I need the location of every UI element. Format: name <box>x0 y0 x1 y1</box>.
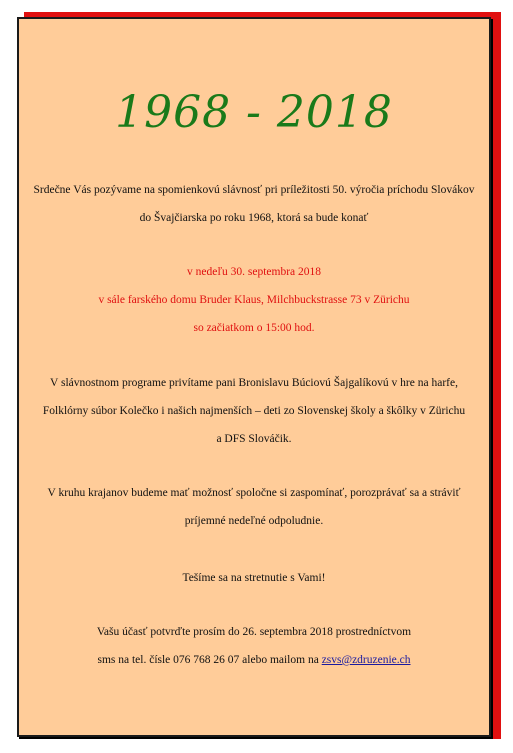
event-date: v nedeľu 30. septembra 2018 <box>186 266 321 278</box>
gathering-line-2: príjemné nedeľné odpoludnie. <box>184 515 324 527</box>
headline-years: 1968 - 2018 <box>115 87 393 138</box>
invitation-line-2: do Švajčiarska po roku 1968, ktorá sa bude konať <box>139 212 369 224</box>
rsvp-line-2-text: sms na tel. čísle 076 768 26 07 alebo mailom na <box>97 654 322 666</box>
email-link[interactable]: zsvs@zdruzenie.ch <box>321 654 411 666</box>
gathering-line-1: V kruhu krajanov budeme mať možnosť spoločne si zaspomínať, porozprávať sa a stráviť <box>47 487 461 499</box>
program-line-2: Folklórny súbor Kolečko i našich najmenších – deti zo Slovenskej školy a škôlky v Zürichu <box>42 405 466 417</box>
closing-line: Tešíme sa na stretnutie s Vami! <box>182 572 326 584</box>
rsvp-paragraph <box>23 618 485 674</box>
invitation-card <box>17 17 491 737</box>
invitation-line-1: Srdečne Vás pozývame na spomienkovú slávnosť pri príležitosti 50. výročia príchodu Slovákov <box>33 184 475 196</box>
event-time: so začiatkom o 15:00 hod. <box>193 322 315 334</box>
invitation-paragraph <box>23 176 485 232</box>
gathering-paragraph <box>23 479 485 535</box>
closing-paragraph <box>23 564 485 592</box>
event-venue: v sále farského domu Bruder Klaus, Milchbuckstrasse 73 v Zürichu <box>98 294 410 306</box>
rsvp-line-2 <box>23 646 485 674</box>
program-line-3: a DFS Slováčik. <box>216 433 292 445</box>
program-paragraph <box>23 369 485 453</box>
program-line-1: V slávnostnom programe privítame pani Bronislavu Búciovú Šajgalíkovú v hre na harfe, <box>50 377 458 389</box>
event-details <box>23 258 485 342</box>
rsvp-line-1: Vašu účasť potvrďte prosím do 26. septembra 2018 prostredníctvom <box>96 626 412 638</box>
